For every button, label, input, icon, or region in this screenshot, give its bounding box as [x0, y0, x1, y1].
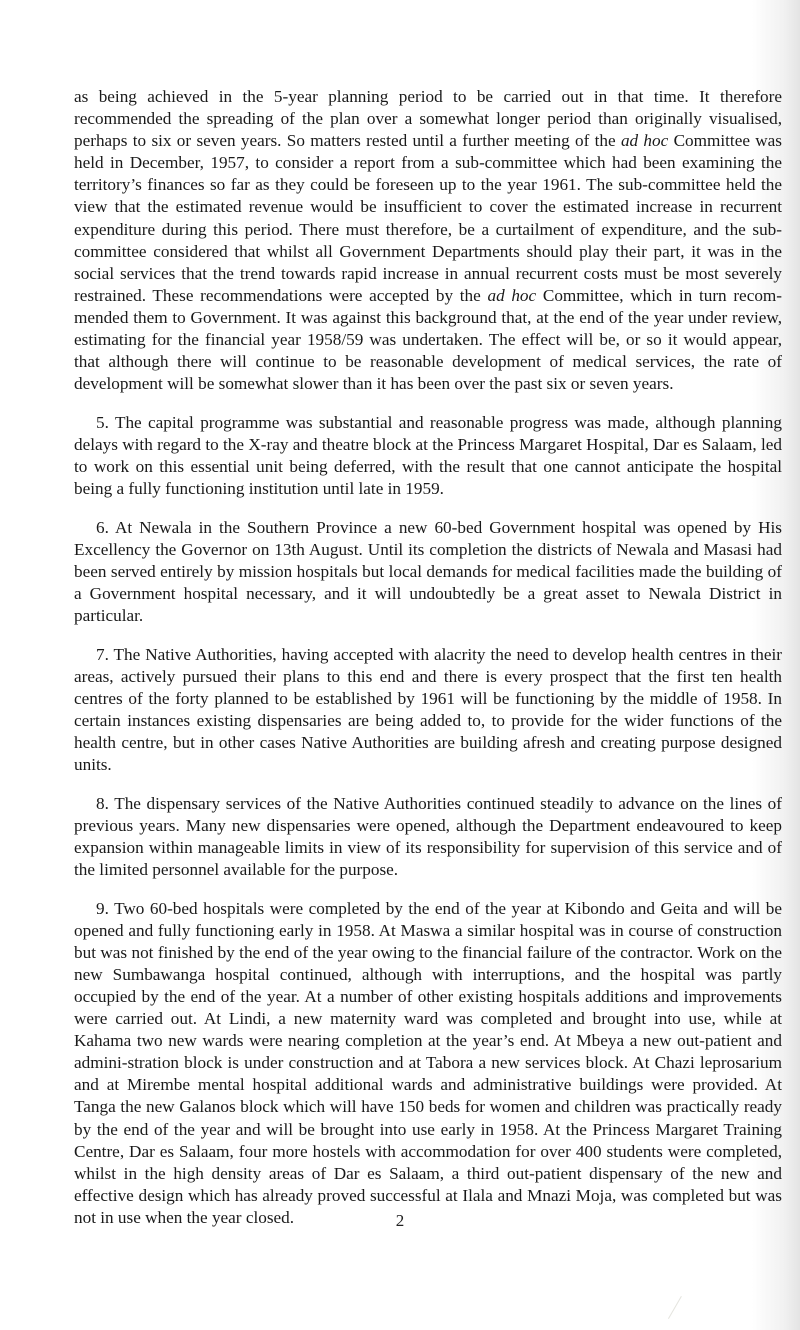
scan-mark: [668, 1296, 687, 1322]
text-run: Committee was held in December, 1957, to consider a report from a sub-committee which had been examining the territory’s finances so far as they could be foreseen up to the year 1961. The sub-committee held the view that the estimated revenue would be insufficient to cover the estimated increase in recurrent expenditure during this period. There must therefore, be a curtailment of expenditure, and the sub-committee considered that whilst all Government Departments should play their part, it was in the social services that the trend towards rapid increase in annual recurrent costs must be most severely restrained. These recommendations were accepted by the: [74, 131, 782, 305]
text-run: 8. The dispensary services of the Native Authorities continued steadily to advance on the lines of previous years. Many new dispensaries were opened, although the Department endeavoured to keep expansion within manageable limits in view of its responsibility for supervision of this service and of the limited personnel available for the purpose.: [74, 793, 782, 879]
paragraph-continuation: [74, 86, 782, 395]
paragraph-8: [74, 793, 782, 881]
text-run: Committee, which in turn recom-mended them to Government. It was against this background that, at the end of the year under review, estimating for the financial year 1958/59 was undertaken. The effect will be, or so it would appear, that although there will continue to be reasonable development of medical services, the rate of development will be somewhat slower than it has been over the past six or seven years.: [74, 285, 783, 394]
paragraph-6: [74, 517, 782, 627]
paragraph-7: [74, 644, 782, 777]
text-run: 6. At Newala in the Southern Province a new 60-bed Government hospital was opened by His Excellency the Governor on 13th August. Until its completion the districts of Newala and Masasi had been served entirely by mission hospitals but local demands for medical facilities made the building of a Government hospital necessary, and it will undoubtedly be a great asset to Newala District in particular.: [74, 517, 782, 626]
italic-term: ad hoc: [620, 131, 669, 151]
text-run: as being achieved in the 5-year planning period to be carried out in that time. It therefore recommended the spreading of the plan over a somewhat longer period than originally visualised, perhaps to six or seven years. So matters rested until a further meeting of the: [74, 87, 782, 151]
body-text: [74, 86, 782, 1246]
page-number: 2: [395, 1211, 405, 1230]
italic-term: ad hoc: [487, 285, 537, 305]
text-run: 9. Two 60-bed hospitals were completed by the end of the year at Kibondo and Geita and will be opened and fully functioning early in 1958. At Maswa a similar hospital was in course of construction but was not finished by the end of the year owing to the financial failure of the contractor. Work on the new Sumbawanga hospital continued, although with interruptions, and the hospital was partly occupied by the end of the year. At a number of other existing hospitals additions and improvements were carried out. At Lindi, a new maternity ward was completed and brought into use, while at Kahama two new wards were nearing completion at the year’s end. At Mbeya a new out-patient and admini-stration block is under construction and at Tabora a new services block. At Chazi leprosarium and at Mirembe mental hospital additional wards and administrative buildings were provided. At Tanga the new Galanos block which will have 150 beds for women and children was practically ready by the end of the year and will be brought into use early in 1958. At the Princess Margaret Training Centre, Dar es Salaam, four more hostels with accommodation for over 400 students were completed, whilst in the high density areas of Dar es Salaam, a third out-patient dispensary of the new and effective design which has already proved successful at Ilala and Mnazi Moja, was completed but was not in use when the year closed.: [74, 898, 782, 1227]
paragraph-5: [74, 412, 782, 500]
paragraph-9: [74, 898, 782, 1229]
text-run: 7. The Native Authorities, having accepted with alacrity the need to develop health centres in their areas, actively pursued their plans to this end and there is every prospect that the first ten health centres of the forty planned to be established by 1961 will be functioning by the middle of 1958. In certain instances existing dispensaries are being added to, to provide for the wider functions of the health centre, but in other cases Native Authorities are building afresh and creating purpose designed units.: [74, 644, 782, 775]
text-run: 5. The capital programme was substantial and reasonable progress was made, although planning delays with regard to the X-ray and theatre block at the Princess Margaret Hospital, Dar es Salaam, led to work on this essential unit being deferred, with the result that one cannot anticipate the hospital being a fully functioning institution until late in 1959.: [74, 412, 782, 499]
